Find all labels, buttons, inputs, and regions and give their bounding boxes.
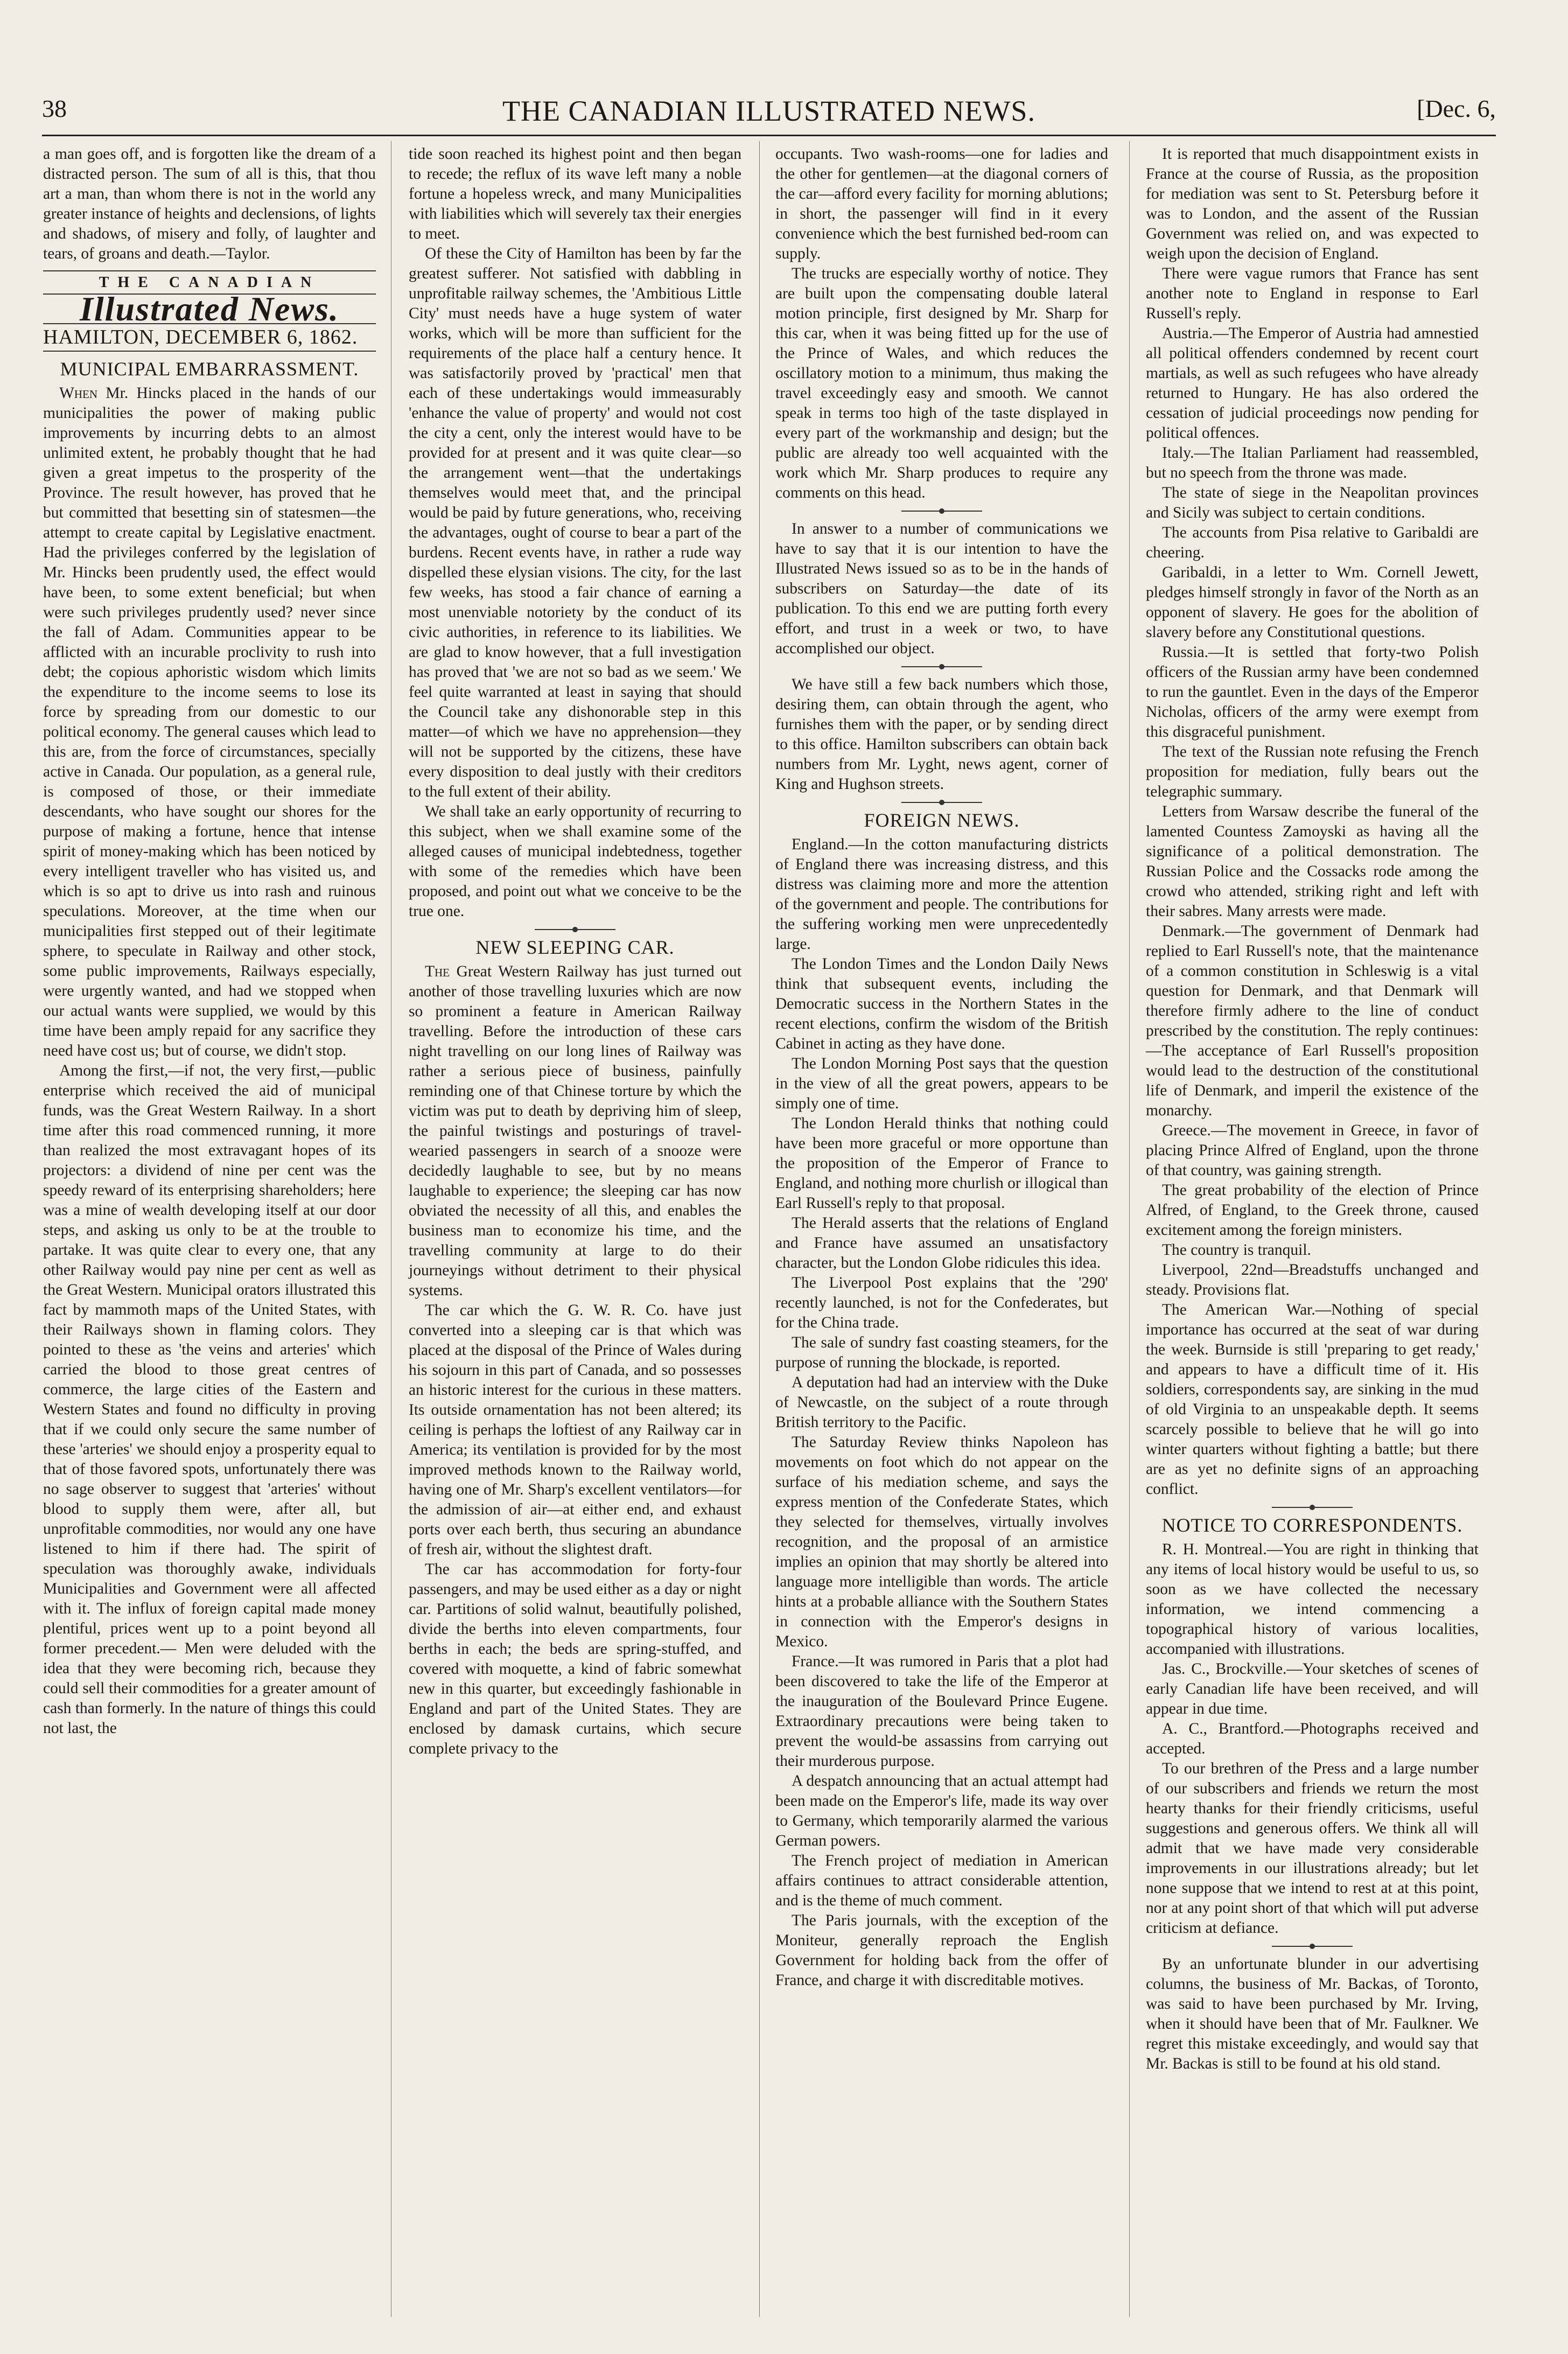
article-heading: NOTICE TO CORRESPONDENTS. [1161, 1514, 1463, 1536]
article-paragraph: The car has accommodation for forty-four passengers, and may be used either as a day or night car. Partitions of solid walnut, beautifully polished, divide the berths into eleven compartments, four berths in each; the beds are spring-stuffed, and covered with moquette, a kind of fabric somewhat new in this quarter, but exceedingly fashionable in England and part of the United States. They are enclosed by damask curtains, which secure complete privacy to the [409, 1561, 741, 1757]
page-number: 38 [42, 95, 67, 122]
news-item: The sale of sundry fast coasting steamers, for the purpose of running the blockade, is reported. [775, 1334, 1108, 1371]
section-divider [901, 802, 982, 803]
news-item: France.—It was rumored in Paris that a plot had been discovered to take the life of the Emperor at the inauguration of the Boulevard Prince Eugene. Extraordinary precautions were being taken to prevent the would-be assassins from carrying out their murderous purpose. [775, 1653, 1108, 1770]
news-item: There were vague rumors that France has sent another note to England in response to Earl Russell's reply. [1146, 265, 1479, 322]
article-paragraph: The car which the G. W. R. Co. have just converted into a sleeping car is that which was placed at the disposal of the Prince of Wales during his sojourn in this part of Canada, and so possesses an historic interest for the curious in these matters. Its outside ornamentation has not been altered; its ceiling is perhaps the loftiest of any Railway car in America; its ventilation is provided for by the most improved methods known to the Railway world, having one of Mr. Sharp's excellent ventilators—for the admission of air—at either end, and exhaust ports over each berth, thus securing an abundance of fresh air, without the slightest draft. [409, 1302, 741, 1558]
news-item: The Liverpool Post explains that the '290' recently launched, is not for the Confederates, but for the China trade. [775, 1274, 1108, 1331]
news-item: The state of siege in the Neapolitan provinces and Sicily was subject to certain conditions. [1146, 484, 1479, 521]
notice-paragraph: We have still a few back numbers which those, desiring them, can obtain through the agent, who furnishes them with the paper, or by sending direct to this office. Hamilton subscribers can obtain back numbers from Mr. Lyght, news agent, corner of King and Hughson streets. [775, 676, 1108, 793]
news-item: The French project of mediation in American affairs continues to attract considerable attention, and is the theme of much comment. [775, 1852, 1108, 1909]
dateline: HAMILTON, DECEMBER 6, 1862. [43, 323, 376, 352]
news-item: Garibaldi, in a letter to Wm. Cornell Jewett, pledges himself strongly in favor of the North as an opponent of slavery. He goes for the abolition of slavery before any Constitutional questions. [1146, 564, 1479, 641]
newspaper-title: THE CANADIAN ILLUSTRATED NEWS. [502, 95, 1035, 127]
news-item: Austria.—The Emperor of Austria had amnestied all political offenders condemned by recent court martials, as well as such refugees who have already returned to Hungary. He has also ordered the cessation of judicial proceedings now pending for political offences. [1146, 325, 1479, 442]
column-divider [1129, 141, 1130, 2317]
news-item: Italy.—The Italian Parliament had reassembled, but no speech from the throne was made. [1146, 444, 1479, 481]
news-item: The American War.—Nothing of special importance has occurred at the seat of war during the week. Burnside is still 'preparing to get ready,' and appears to have a difficult time of it. His soldiers, correspondents say, are sinking in the mud of old Virginia to an unspeakable depth. It seems scarcely possible to believe that he will go into winter quarters without fighting a battle; but there are as yet no definite signs of an approaching conflict. [1146, 1301, 1479, 1498]
article-heading: MUNICIPAL EMBARRASSMENT. [60, 358, 359, 380]
section-divider [1272, 1946, 1353, 1947]
masthead-title: Illustrated News. [79, 290, 340, 328]
news-item: The London Morning Post says that the question in the view of all the great powers, appears to be simply one of time. [775, 1055, 1108, 1112]
drop-lead: When [59, 385, 98, 402]
article-paragraph: occupants. Two wash-rooms—one for ladies and the other for gentlemen—at the diagonal corners of the car—afford every facility for morning ablutions; in short, the passenger will find in it every convenience which the best furnished bed-room can supply. [775, 145, 1108, 262]
news-item: The Paris journals, with the exception of the Moniteur, generally reproach the English Government for holding back from the offer of France, and charge it with discreditable motives. [775, 1912, 1108, 1989]
column-1 [43, 144, 376, 1738]
column-3 [775, 144, 1108, 1990]
section-divider [1272, 1507, 1353, 1508]
article-paragraph: tide soon reached its highest point and then began to recede; the reflux of its wave left many a noble fortune a hopeless wreck, and many Municipalities with liabilities which will severely tax their energies to meet. [409, 145, 741, 242]
drop-lead: The [425, 963, 450, 980]
news-item: Greece.—The movement in Greece, in favor of placing Prince Alfred of England, upon the throne of that country, was gaining strength. [1146, 1122, 1479, 1179]
article-paragraph: Among the first,—if not, the very first,—public enterprise which received the aid of municipal funds, was the Great Western Railway. In a short time after this road commenced running, it more than realized the most extravagant hopes of its projectors: a dividend of nine per cent was the speedy reward of its enterprising shareholders; here was a mine of wealth developing itself at our door steps, and asking us only to be at the trouble to partake. It was quite clear to every one, that any other Railway would pay nine per cent as well as the Great Western. Municipal orators illustrated this fact by mammoth maps of the United States, with their Railways shown in flaming colors. They pointed to these as 'the veins and arteries' which carried the blood to those great centres of commerce, the large cities of the Eastern and Western States and found no difficulty in proving that if we could only secure the same number of these 'arteries' we should enjoy a prosperity equal to that of those favored spots, unfortunately there was no sage observer to suggest that 'arteries' without blood to supply them were, after all, but unprofitable commodities, nor would any one have listened to him if there had. The spirit of speculation was thoroughly awake, individuals Municipalities and Government were all affected with it. The influx of foreign capital made money plentiful, prices went up to a point beyond all former precedent.— Men were deluded with the idea that they were becoming rich, because they could sell their commodities for a greater amount of cash than formerly. In the nature of things this could not last, the [43, 1062, 376, 1737]
news-item: It is reported that much disappointment exists in France at the course of Russia, as the proposition for mediation was sent to St. Petersburg before it was to London, and the assent of the Russian Government was relied on, and was expected to weigh upon the decision of England. [1146, 145, 1479, 262]
news-item: The accounts from Pisa relative to Garibaldi are cheering. [1146, 524, 1479, 561]
masthead [43, 270, 376, 328]
article-paragraph: The trucks are especially worthy of notice. They are built upon the compensating double lateral motion principle, first designed by Mr. Sharp for this car, when it was being fitted up for the use of the Prince of Wales, and which reduces the oscillatory motion to a minimum, thus making the travel exceedingly easy and smooth. We cannot speak in terms too high of the taste displayed in every part of the workmanship and design; but the public are already too well acquainted with the work which Mr. Sharp produces to require any comments on this head. [775, 265, 1108, 501]
article-paragraph: The Great Western Railway has just turned out another of those travelling luxuries which are now so prominent a feature in American Railway travelling. Before the introduction of these cars night travelling on our long lines of Railway was rather a serious piece of business, painfully reminding one of that Chinese torture by which the victim was put to death by depriving him of sleep, the painful twistings and posturings of travel-wearied passengers in search of a snooze were decidedly laughable to see, but by no means laughable to experience; the sleeping car has now obviated the necessity of all this, and enables the business man to economize his time, and the travelling community at large to do their journeyings without detriment to their physical systems. [409, 963, 742, 1299]
news-item: Liverpool, 22nd—Breadstuffs unchanged and steady. Provisions flat. [1146, 1261, 1479, 1298]
correspondent-note: Jas. C., Brockville.—Your sketches of scenes of early Canadian life have been received, and will appear in due time. [1146, 1660, 1479, 1717]
section-divider [901, 666, 982, 667]
column-2 [409, 144, 741, 1759]
issue-date: [Dec. 6, [1417, 95, 1496, 122]
correspondent-note: By an unfortunate blunder in our advertising columns, the business of Mr. Backas, of Toronto, was said to have been purchased by Mr. Irving, when it should have been that of Mr. Faulkner. We regret this mistake exceedingly, and would say that Mr. Backas is still to be found at his old stand. [1146, 1955, 1479, 2072]
masthead-top: THE CANADIAN [43, 270, 376, 295]
closing-paragraph: a man goes off, and is forgotten like the dream of a distracted person. The sum of all is this, that thou art a man, than whom there is not in the world any greater instance of heights and declensions, of lights and shadows, of misery and folly, of laughter and tears, of groans and death.—Taylor. [43, 145, 376, 262]
news-item: The London Times and the London Daily News think that subsequent events, including the Democratic success in the Northern States in the recent elections, confirm the wisdom of the British Cabinet in acting as they have done. [775, 955, 1108, 1052]
article-heading: NEW SLEEPING CAR. [475, 937, 675, 958]
article-heading: FOREIGN NEWS. [864, 809, 1020, 831]
correspondent-note: A. C., Brantford.—Photographs received and accepted. [1146, 1720, 1479, 1757]
correspondent-note: R. H. Montreal.—You are right in thinking that any items of local history would be useful to us, so soon as we have collected the necessary information, we intend commencing a topographical history of various localities, accompanied with illustrations. [1146, 1541, 1479, 1658]
news-item: A deputation had had an interview with the Duke of Newcastle, on the subject of a route through British territory to the Pacific. [775, 1374, 1108, 1431]
correspondent-note: To our brethren of the Press and a large number of our subscribers and friends we return the most hearty thanks for their friendly criticisms, useful suggestions and generous offers. We think all will admit that we have made very considerable improvements in our illustrations already; but let none suppose that we intend to rest at at this point, nor at any point short of that which will put adverse criticism at defiance. [1146, 1760, 1479, 1937]
article-paragraph: We shall take an early opportunity of recurring to this subject, when we shall examine some of the alleged causes of municipal indebtedness, together with some of the remedies which have been proposed, and point out what we conceive to be the true one. [409, 803, 741, 920]
news-item: Russia.—It is settled that forty-two Polish officers of the Russian army have been condemned to run the gauntlet. Even in the days of the Emperor Nicholas, officers of the army were exempt from this disgraceful punishment. [1146, 644, 1479, 741]
notice-paragraph: In answer to a number of communications we have to say that it is our intention to have the Illustrated News issued so as to be in the hands of subscribers on Saturday—the date of its publication. To this end we are putting forth every effort, and trust in a week or two, to have accomplished our object. [775, 520, 1108, 657]
news-item: The country is tranquil. [1162, 1241, 1311, 1259]
news-item: Letters from Warsaw describe the funeral of the lamented Countess Zamoyski as having all the significance of a political demonstration. The Russian Police and the Cossacks rode among the crowd who attended, striking right and left with their sabres. Many arrests were made. [1146, 803, 1479, 920]
news-item: The Saturday Review thinks Napoleon has movements on foot which do not appear on the surface of his mediation scheme, and says the express mention of the Confederate States, which they selected for themselves, virtually involves recognition, and the proposal of an armistice implies an opinion that may shortly be altered into language more intelligible than words. The article hints at a probable alliance with the Southern States in connection with the Emperor's designs in Mexico. [775, 1434, 1108, 1650]
news-item: The text of the Russian note refusing the French proposition for mediation, fully bears out the telegraphic summary. [1146, 743, 1479, 800]
section-divider [901, 511, 982, 512]
news-item: A despatch announcing that an actual attempt had been made on the Emperor's life, made its way over to Germany, which temporarily alarmed the various German powers. [775, 1772, 1108, 1849]
column-4 [1146, 144, 1479, 2074]
column-divider [759, 141, 760, 2317]
news-item: Denmark.—The government of Denmark had replied to Earl Russell's note, that the maintenance of a common constitution in Schleswig is a vital question for Denmark, and that Denmark will therefore firmly adhere to the line of conduct prescribed by the constitution. The reply continues:—The acceptance of Earl Russell's proposition would lead to the destruction of the constitutional life of Denmark, and imperil the existence of the monarchy. [1146, 923, 1479, 1119]
news-item: England.—In the cotton manufacturing districts of England there was increasing distress, and this distress was claiming more and more the attention of the government and people. The contributions for the suffering working men were unprecedentedly large. [775, 836, 1108, 953]
article-paragraph: When Mr. Hincks placed in the hands of our municipalities the power of making public improvements by incurring debts to an almost unlimited extent, he probably thought that he had given a great impetus to the prosperity of the Province. The result however, has proved that he but committed that besetting sin of statesmen—the attempt to create capital by Legislative enactment. Had the privileges conferred by the legislation of Mr. Hincks been prudently used, the effect would have been, to some extent beneficial; but when were such privileges prudently used? never since the fall of Adam. Communities appear to be afflicted with an incurable proclivity to rush into debt; the copious aphoristic wisdom which limits the expenditure to the income seems to lose its force by spreading from our domestic to our political economy. The general causes which lead to this are, from the force of circumstances, specially active in Canada. Our population, as a general rule, is composed of those, or their immediate descendants, who have sought our shores for the purpose of making a fortune, hence that intense spirit of money-making which has been noticed by every intelligent traveller who has visited us, and which is so apt to drive us into rash and ruinous speculations. Moreover, at the time when our municipalities first stepped out of their legitimate sphere, to speculate in Railway and other stock, some public improvements, Railways especially, were urgently wanted, and had we stopped when our actual wants were supplied, we would by this time have been amply repaid for any sacrifice they need have cost us; but of course, we didn't stop. [43, 385, 376, 1059]
article-paragraph: Of these the City of Hamilton has been by far the greatest sufferer. Not satisfied with dabbling in unprofitable railway schemes, the 'Ambitious Little City' must needs have a huge system of water works, which will be more than sufficient for the requirements of the place half a century hence. It was satisfactorily proved by 'practical' men that each of these undertakings would immeasurably 'enhance the value of property' and would not cost the city a cent, only the interest would have to be provided for at present and it was quite clear—so the arrangement went—that the undertakings themselves would meet that, and the principal would be paid by future generations, who, receiving the advantages, ought of course to bear a part of the burdens. Recent events have, in rather a rude way dispelled these elysian visions. The city, for the last few weeks, has stood a fair chance of earning a most unenviable notoriety by the conduct of its civic authorities, in reference to its liabilities. We are glad to know however, that a full investigation has proved that 'we are not so bad as we seem.' We feel quite warranted at least in saying that should the Council take any dishonorable step in this matter—of which we have no apprehension—they will not be supported by the citizens, these have every disposition to deal justly with their creditors to the full extent of their ability. [409, 245, 741, 800]
news-item: The great probability of the election of Prince Alfred, of England, to the Greek throne, caused excitement among the foreign ministers. [1146, 1182, 1479, 1239]
news-item: The London Herald thinks that nothing could have been more graceful or more opportune than the proposition of the Emperor of France to England, and nothing more churlish or illogical than Earl Russell's reply to that proposal. [775, 1115, 1108, 1212]
header-rule [42, 135, 1496, 136]
page-header [42, 94, 1496, 132]
news-item: The Herald asserts that the relations of England and France have assumed an unsatisfactory character, but the London Globe ridicules this idea. [775, 1214, 1108, 1272]
section-divider [535, 929, 615, 930]
